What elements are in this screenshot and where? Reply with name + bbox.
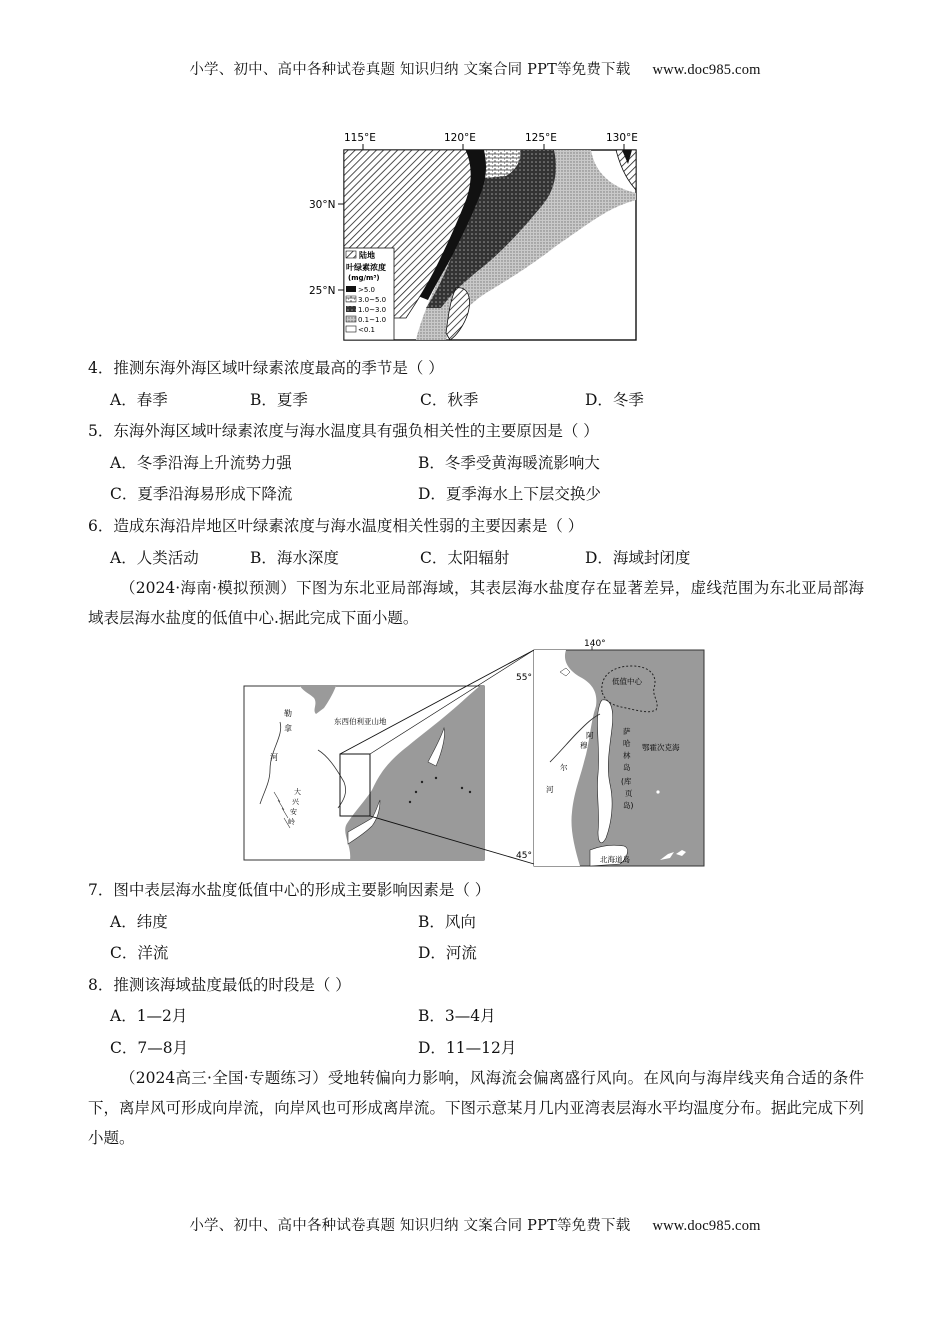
question-4-stem: 4．推测东海外海区域叶绿素浓度最高的季节是（ ） [88,359,444,377]
legend-unit: (mg/m³) [348,274,380,282]
q4-option-b[interactable]: B．夏季 [250,391,308,409]
lena-label: 河 [270,753,278,762]
q4-option-d[interactable]: D．冬季 [585,391,644,409]
lat-label-45: 45° [516,851,532,861]
q7-option-a[interactable]: A．纬度 [110,913,168,931]
question-5-stem: 5．东海外海区域叶绿素浓度与海水温度具有强负相关性的主要原因是（ ） [88,422,599,440]
amur-label: 河 [546,785,554,794]
amur-label: 穆 [580,741,588,750]
daxinganling-label: 岭 [288,818,295,826]
sakhalin-label: 岛 [623,763,631,772]
q6-option-a[interactable]: A．人类活动 [110,549,199,567]
q5-option-c[interactable]: C．夏季沿海易形成下降流 [110,485,293,503]
amur-label: 阿 [586,731,594,740]
q7-option-c[interactable]: C．洋流 [110,944,169,962]
legend-item: <0.1 [358,326,375,334]
q4-option-a[interactable]: A．春季 [110,391,168,409]
legend-item: >5.0 [358,286,375,294]
q4-option-c[interactable]: C．秋季 [420,391,479,409]
lat-label: 30°N [309,199,336,211]
q8-option-b[interactable]: B．3—4月 [418,1007,496,1025]
amur-label: 尔 [560,763,568,772]
legend-item: 1.0~3.0 [358,306,387,314]
legend-item: 0.1~1.0 [358,316,387,324]
q8-option-d[interactable]: D．11—12月 [418,1039,517,1057]
daxinganling-label: 兴 [292,798,299,806]
lat-label-55: 55° [516,673,532,683]
kuye-label: 岛) [623,801,634,810]
east-siberia-label: 东西伯利亚山地 [334,717,387,726]
salinity-map [240,632,710,870]
sakhalin-label: 林 [623,751,631,760]
okhotsk-sea-label: 鄂霍次克海 [642,743,680,752]
q5-option-b[interactable]: B．冬季受黄海暖流影响大 [418,454,600,472]
daxinganling-label: 大 [294,788,301,796]
chlorophyll-map [306,128,646,348]
low-value-center-label: 低值中心 [612,677,642,686]
q5-option-a[interactable]: A．冬季沿海上升流势力强 [110,454,292,472]
page-header [0,58,950,79]
lena-label: 拿 [284,724,292,733]
q6-option-d[interactable]: D．海域封闭度 [585,549,691,567]
kuye-label: (库 [621,777,632,786]
sakhalin-label: 萨 [623,727,631,736]
kuye-label: 页 [625,789,633,798]
footer-url[interactable]: www.doc985.com [652,1218,761,1234]
legend-item: 3.0~5.0 [358,296,387,304]
footer-text: 小学、初中、高中各种试卷真题 知识归纳 文案合同 PPT等免费下载 [189,1218,631,1234]
sakhalin-label: 哈 [623,739,631,748]
passage-intro-1: （2024·海南·模拟预测）下图为东北亚局部海域，其表层海水盐度存在显著差异，虚线范围为东北亚局部海域表层海水盐度的低值中心.据此完成下面小题。 [88,579,864,627]
q7-option-d[interactable]: D．河流 [418,944,477,962]
daxinganling-label: 安 [290,808,297,816]
q6-option-b[interactable]: B．海水深度 [250,549,339,567]
legend-title: 叶绿素浓度 [346,263,386,272]
question-6-stem: 6．造成东海沿岸地区叶绿素浓度与海水温度相关性弱的主要因素是（ ） [88,517,584,535]
lon-label: 120°E [444,132,476,144]
lon-label: 125°E [525,132,557,144]
page-footer [0,1214,950,1235]
question-7-stem: 7．图中表层海水盐度低值中心的形成主要影响因素是（ ） [88,881,491,899]
legend-land: 陆地 [359,251,375,260]
q8-option-a[interactable]: A．1—2月 [110,1007,188,1025]
lon-label-140: 140° [584,639,606,649]
question-8-stem: 8．推测该海域盐度最低的时段是（ ） [88,976,351,994]
lon-label: 115°E [344,132,376,144]
header-url[interactable]: www.doc985.com [652,62,761,78]
passage-intro-2: （2024高三·全国·专题练习）受地转偏向力影响，风海流会偏离盛行风向。在风向与海岸线夹角合适的条件下，离岸风可形成向岸流，向岸风也可形成离岸流。下图示意某月几内亚湾表层海水平均温度分布。据此完成下列小题。 [88,1069,864,1147]
q6-option-c[interactable]: C．太阳辐射 [420,549,510,567]
lon-label: 130°E [606,132,638,144]
lat-label: 25°N [309,285,336,297]
q7-option-b[interactable]: B．风向 [418,913,476,931]
lena-label: 勒 [284,709,292,718]
header-text: 小学、初中、高中各种试卷真题 知识归纳 文案合同 PPT等免费下载 [189,62,631,78]
q5-option-d[interactable]: D．夏季海水上下层交换少 [418,485,601,503]
q8-option-c[interactable]: C．7—8月 [110,1039,189,1057]
hokkaido-label: 北海道岛 [600,855,630,864]
